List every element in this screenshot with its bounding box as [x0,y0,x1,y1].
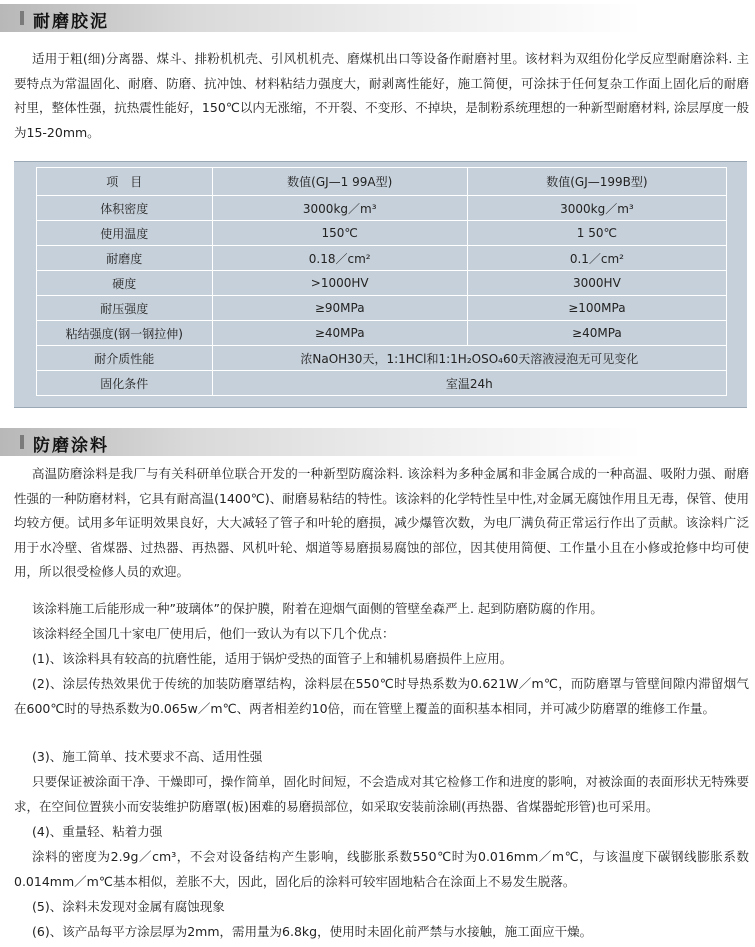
row-label: 硬度 [37,271,213,296]
value-b: 0.1／cm² [467,246,726,271]
header-cell-item: 项 目 [37,168,213,196]
value-a: 3000kg／m³ [212,196,467,221]
coating-protective-film: 该涂料施工后能形成一种”玻璃体”的保护膜，附着在迎烟气面侧的管壁垒森严上. 起到防磨防腐的作用。 [32,601,603,616]
coating-advantages-intro: 该涂料经全国几十家电厂使用后，他们一致认为有以下几个优点： [32,626,395,641]
table-row [37,246,727,271]
value-b: ≥40MPa [467,321,726,346]
advantage-4-heading: (4)、重量轻、粘着力强 [32,824,163,839]
header-cell-value-b: 数值(GJ—199B型) [467,168,726,196]
value-b: ≥100MPa [467,296,726,321]
advantage-2: (2)、涂层传热效果优于传统的加装防磨罩结构，涂料层在550℃时导热系数为0.621W／m℃，而防磨罩与管壁间隙内滞留烟气在600℃时的导热系数为0.065w／m℃、两者相差约10倍，而在管壁上覆盖的面积基本相同，并可减少防磨罩的维修工作量。 [14,676,749,716]
value-b: 1 50℃ [467,221,726,246]
value-a: 0.18／cm² [212,246,467,271]
row-label: 体积密度 [37,196,213,221]
value-b: 3000kg／m³ [467,196,726,221]
value-a: ≥40MPa [212,321,467,346]
section-header-anti-wear-coating [0,428,755,456]
row-label: 固化条件 [37,371,213,396]
value-a: >1000HV [212,271,467,296]
coating-description: 高温防磨涂料是我厂与有关科研单位联合开发的一种新型防腐涂料. 该涂料为多种金属和非金属合成的一种高温、吸附力强、耐磨性强的一种防磨材料，它具有耐高温(1400℃)、耐磨易粘结的特性。该涂料的化学特性呈中性,对金属无腐蚀作用且无毒，保管、使用均较方便。试用多年证明效果良好，大大减轻了管子和叶轮的磨损，减少爆管次数，为电厂满负荷正常运行作出了贡献。该涂料广泛用于水冷壁、省煤器、过热器、再热器、风机叶轮、烟道等易磨损易腐蚀的部位，因其使用简便、工作量小且在小修或抢修中均可使用，所以很受检修人员的欢迎。 [14,466,749,579]
value-b: 3000HV [467,271,726,296]
advantage-6: (6)、该产品每平方涂层厚为2mm，需用量为6.8kg，使用时未固化前严禁与水接触，施工面应干燥。 [32,924,593,939]
advantage-5: (5)、涂料未发现对金属有腐蚀现象 [32,899,225,914]
header-marker [20,11,24,25]
merged-value: 室温24h [212,371,726,396]
row-label: 耐压强度 [37,296,213,321]
merged-value: 浓NaOH30天，1:1HCl和1:1H₂OSO₄60天溶液浸泡无可见变化 [212,346,726,371]
table-row [37,321,727,346]
section-header-wear-resistant-mastic [0,4,755,32]
table-row [37,271,727,296]
row-label: 使用温度 [37,221,213,246]
table-row-merged [37,371,727,396]
table-row [37,196,727,221]
spec-table [36,167,727,396]
advantage-3-heading: (3)、施工简单、技术要求不高、适用性强 [32,749,263,764]
table-row-merged [37,346,727,371]
section-title: 耐磨胶泥 [33,12,109,32]
advantage-3-detail: 只要保证被涂面干净、干燥即可，操作简单，固化时间短，不会造成对其它检修工作和进度的影响，对被涂面的表面形状无特殊要求，在空间位置狭小而安装维护防磨罩(板)困难的易磨损部位，如采取安装前涂刷(再热器、省煤器蛇形管)也可采用。 [14,774,749,814]
intro-paragraph: 适用于粗(细)分离器、煤斗、排粉机机壳、引风机机壳、磨煤机出口等设备作耐磨衬里。该材料为双组份化学反应型耐磨涂料. 主要特点为常温固化、耐磨、防磨、抗冲蚀、材料粘结力强度大，耐剥离性能好，施工简便，可涂抹于任何复杂工作面上固化后的耐磨衬里，整体性强，抗热震性能好，150℃以内无涨缩，不开裂、不变形、不掉块，是制粉系统理想的一种新型耐磨材料, 涂层厚度一般为15-20mm。 [14,51,749,140]
advantage-4-detail: 涂料的密度为2.9g／cm³，不会对设备结构产生影响，线膨胀系数550℃时为0.016mm／m℃，与该温度下碳钢线膨胀系数0.014mm／m℃基本相似，差胀不大，因此，固化后的涂料可较牢固地粘合在涂面上不易发生脱落。 [14,849,749,889]
row-label: 耐磨度 [37,246,213,271]
header-cell-value-a: 数值(GJ—1 99A型) [212,168,467,196]
row-label: 粘结强度(钢一钢拉伸) [37,321,213,346]
table-row [37,221,727,246]
advantage-1: (1)、该涂料具有较高的抗磨性能，适用于锅炉受热的面管子上和辅机易磨损件上应用。 [32,651,513,666]
spec-table-panel [14,161,747,408]
value-a: ≥90MPa [212,296,467,321]
table-header-row [37,168,727,196]
value-a: 150℃ [212,221,467,246]
row-label: 耐介质性能 [37,346,213,371]
section-title: 防磨涂料 [33,436,109,456]
header-marker [20,435,24,449]
table-row [37,296,727,321]
